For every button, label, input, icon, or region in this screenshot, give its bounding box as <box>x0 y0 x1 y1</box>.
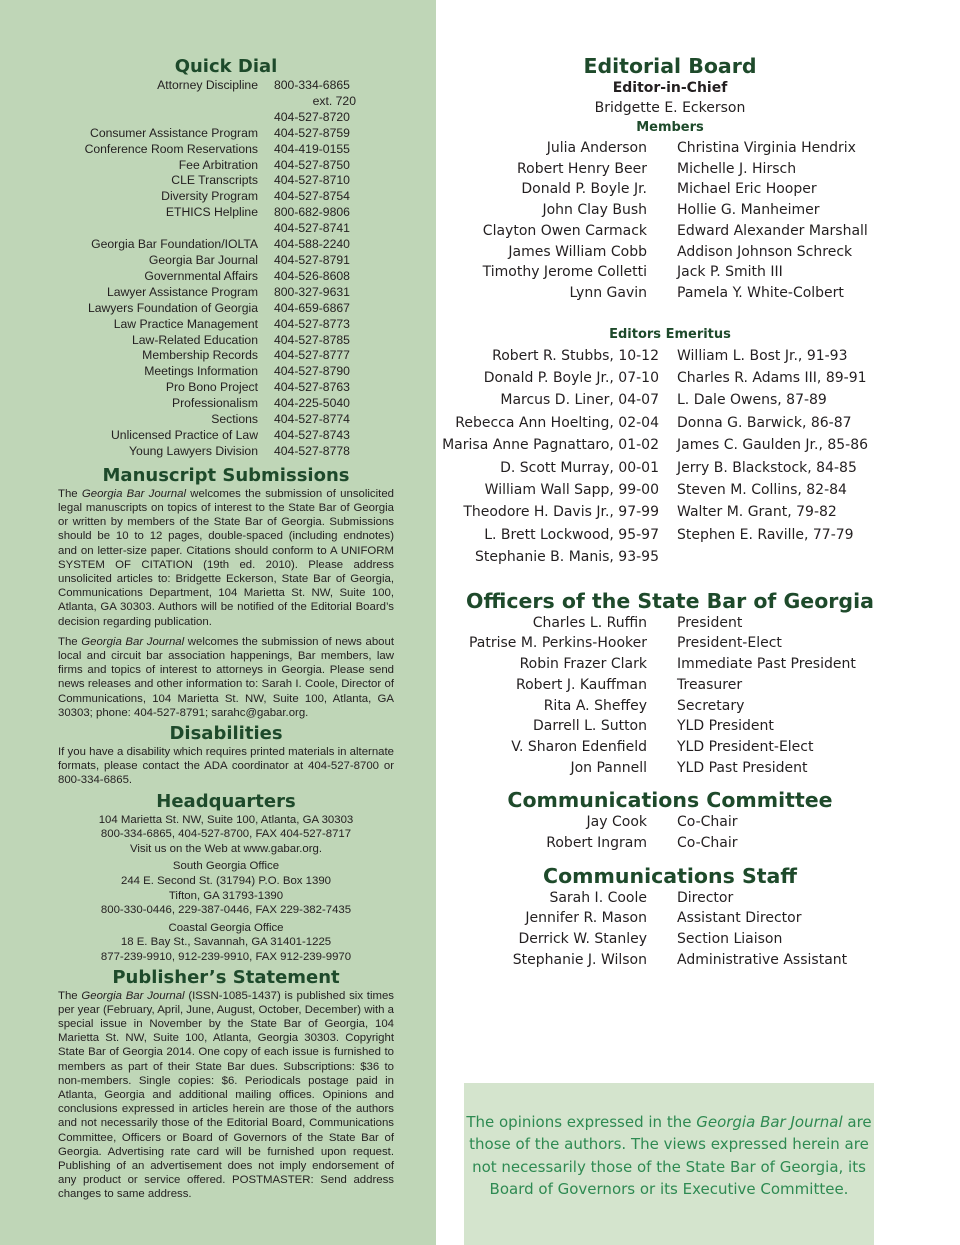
staff-row-right: Director <box>677 889 734 906</box>
quick-dial-name: Unlicensed Practice of Law <box>111 427 258 442</box>
officer-row-left: Darrell L. Sutton <box>532 718 647 735</box>
quick-dial-row <box>58 301 394 317</box>
quick-dial-name: Fee Arbitration <box>178 157 258 172</box>
member-row-right: Hollie G. Manheimer <box>677 202 820 219</box>
quick-dial-number: 800-334-6865 <box>274 78 350 92</box>
emeritus-row-left: Theodore H. Davis Jr., 97-99 <box>463 504 659 521</box>
quick-dial-number: 404-527-8777 <box>274 348 350 363</box>
quick-dial-row <box>58 237 394 253</box>
officer-row <box>436 716 904 737</box>
quick-dial-numbers <box>274 253 350 269</box>
member-row-left: Timothy Jerome Colletti <box>482 264 647 281</box>
quick-dial-name: Diversity Program <box>161 189 258 204</box>
quick-dial-name: Pro Bono Project <box>165 380 258 395</box>
publisher-title: Publisher’s Statement <box>112 966 340 988</box>
officer-row-right: YLD President-Elect <box>677 738 814 755</box>
member-row <box>436 159 904 180</box>
quick-dial-number: 404-527-8759 <box>274 125 350 140</box>
member-row <box>436 221 904 242</box>
quick-dial-number: 404-527-8741 <box>274 221 350 236</box>
quick-dial-name: Membership Records <box>142 348 258 363</box>
member-row-right: Addison Johnson Schreck <box>677 243 853 260</box>
officer-row-right: Immediate Past President <box>677 656 856 673</box>
quick-dial-number: 404-588-2240 <box>274 237 350 252</box>
officer-row <box>436 633 904 654</box>
staff-row-left: Derrick W. Stanley <box>518 931 647 948</box>
emeritus-row-left: Stephanie B. Manis, 93-95 <box>475 549 659 566</box>
member-row-right: Pamela Y. White-Colbert <box>677 284 844 301</box>
staff-row-right: Administrative Assistant <box>677 951 848 968</box>
emeritus-row-right: Walter M. Grant, 79-82 <box>677 504 837 521</box>
quick-dial-row <box>58 333 394 349</box>
quick-dial-name: Lawyer Assistance Program <box>106 284 258 299</box>
emeritus-row <box>436 367 904 389</box>
manuscript-paragraph-1: The Georgia Bar Journal welcomes the submission of unsolicited legal manuscripts on topics of interest to the State Bar of Georgia or written by members of the State Bar of Georgia. Submissions should be 10 to 12 pages, double-spaced (including endnotes) and on letter-size paper. Citations should conform to A UNIFORM SYSTEM OF CITATION (19th ed. 2010). Please address unsolicited articles to: Bridgette Eckerson, State Bar of Georgia, Communications Department, 104 Marietta St. NW, Suite 100, Atlanta, GA 30303. Authors will be notified of the Editorial Board’s decision regarding publication. <box>58 487 394 628</box>
quick-dial-numbers <box>274 189 350 205</box>
quick-dial-numbers <box>274 301 350 317</box>
disclaimer-text: The opinions expressed in the Georgia Bar Journal are those of the authors. The views expressed herein are not necessarily those of the State Bar of Georgia, its Board of Governors or its Executive Committee. <box>466 1113 872 1199</box>
committee-list <box>436 812 904 853</box>
member-row-right: Jack P. Smith III <box>677 264 783 281</box>
quick-dial-numbers <box>274 173 350 189</box>
hq-south-office: South Georgia Office 244 E. Second St. (31794) P.O. Box 1390 Tifton, GA 31793-1390 800-330-0446, 229-387-0446, FAX 229-382-7435 <box>100 860 352 917</box>
quick-dial-name: Lawyers Foundation of Georgia <box>87 300 258 315</box>
staff-row-right: Assistant Director <box>677 910 802 927</box>
quick-dial-numbers <box>274 205 350 237</box>
quick-dial-name: Sections <box>211 412 258 427</box>
quick-dial-number: 800-682-9806 <box>274 205 350 220</box>
member-row <box>436 179 904 200</box>
editors-emeritus-label: Editors Emeritus <box>609 326 731 342</box>
quick-dial-number: 404-527-8754 <box>274 189 350 204</box>
officer-row <box>436 654 904 675</box>
quick-dial-numbers <box>274 142 350 158</box>
editor-in-chief-name: Bridgette E. Eckerson <box>594 100 746 116</box>
officers-list <box>436 613 904 779</box>
headquarters-title: Headquarters <box>156 790 296 812</box>
officer-row <box>436 613 904 634</box>
disclaimer-box <box>464 1083 874 1245</box>
quick-dial-number: 404-527-8791 <box>274 252 350 267</box>
left-sidebar-panel <box>0 0 436 1245</box>
committee-row-left: Robert Ingram <box>546 835 647 852</box>
disabilities-text: If you have a disability which requires printed materials in alternate formats, please contact the ADA coordinator at 404-527-8700 or 800-334-6865. <box>58 746 394 787</box>
quick-dial-number: 404-527-8790 <box>274 364 350 379</box>
quick-dial-numbers <box>274 412 350 428</box>
member-row-left: John Clay Bush <box>542 202 647 219</box>
quick-dial-name: Meetings Information <box>144 364 258 379</box>
quick-dial-numbers <box>274 269 350 285</box>
staff-row <box>436 950 904 971</box>
officer-row-left: Patrise M. Perkins-Hooker <box>468 635 647 652</box>
quick-dial-row <box>58 269 394 285</box>
emeritus-row <box>436 412 904 434</box>
quick-dial-numbers <box>274 333 350 349</box>
quick-dial-numbers <box>274 444 350 460</box>
quick-dial-numbers <box>274 285 350 301</box>
staff-row-left: Jennifer R. Mason <box>525 910 647 927</box>
quick-dial-number: 404-527-8778 <box>274 443 350 458</box>
editorial-board-title: Editorial Board <box>583 54 757 78</box>
emeritus-row-right: William L. Bost Jr., 91-93 <box>677 347 848 364</box>
quick-dial-number: 404-419-0155 <box>274 141 350 156</box>
quick-dial-name: ETHICS Helpline <box>165 205 258 220</box>
quick-dial-row <box>58 285 394 301</box>
emeritus-row-left: Marisa Anne Pagnattaro, 01-02 <box>442 437 659 454</box>
quick-dial-numbers <box>274 78 356 126</box>
staff-list <box>436 888 904 971</box>
manuscript-paragraph-2: The Georgia Bar Journal welcomes the submission of news about local and circuit bar association happenings, Bar members, law firms and topics of interest to attorneys in Georgia. Please send news releases and other information to: Sarah I. Coole, Director of Communications, 104 Marietta St. NW, Suite 100, Atlanta, GA 30303; phone: 404-527-8791; sarahc@gabar.org. <box>58 635 394 719</box>
committee-row <box>436 833 904 854</box>
quick-dial-number: 404-527-8743 <box>274 427 350 442</box>
quick-dial-name: Georgia Bar Journal <box>148 252 258 267</box>
quick-dial-row <box>58 126 394 142</box>
committee-title: Communications Committee <box>507 788 833 813</box>
officer-row-right: Secretary <box>677 697 745 714</box>
quick-dial-row <box>58 158 394 174</box>
staff-title: Communications Staff <box>543 863 797 888</box>
emeritus-row-right: Jerry B. Blackstock, 84-85 <box>677 459 857 476</box>
emeritus-row <box>436 434 904 456</box>
editors-emeritus-list <box>436 345 904 569</box>
emeritus-row-left: William Wall Sapp, 99-00 <box>484 482 659 499</box>
quick-dial-row <box>58 189 394 205</box>
quick-dial-numbers <box>274 348 350 364</box>
member-row <box>436 262 904 283</box>
officer-row <box>436 696 904 717</box>
quick-dial-numbers <box>274 428 350 444</box>
quick-dial-row <box>58 380 394 396</box>
emeritus-row-right: James C. Gaulden Jr., 85-86 <box>677 437 869 454</box>
quick-dial-number: 404-527-8785 <box>274 332 350 347</box>
officer-row-right: Treasurer <box>677 676 743 693</box>
member-row-right: Christina Virginia Hendrix <box>677 140 856 156</box>
quick-dial-number: 404-526-8608 <box>274 268 350 283</box>
quick-dial-number: ext. 720 <box>312 93 356 108</box>
quick-dial-row <box>58 412 394 428</box>
officer-row-left: V. Sharon Edenfield <box>511 738 647 755</box>
quick-dial-row <box>58 78 394 126</box>
emeritus-row-left: Robert R. Stubbs, 10-12 <box>492 347 659 364</box>
staff-row <box>436 908 904 929</box>
quick-dial-number: 404-527-8710 <box>274 173 350 188</box>
staff-row <box>436 929 904 950</box>
officer-row-right: YLD President <box>677 718 774 735</box>
quick-dial-number: 404-225-5040 <box>274 396 350 411</box>
officer-row-left: Robin Frazer Clark <box>519 656 647 673</box>
editor-in-chief-label: Editor-in-Chief <box>612 80 728 96</box>
quick-dial-number: 800-327-9631 <box>274 284 350 299</box>
officer-row <box>436 675 904 696</box>
quick-dial-row <box>58 444 394 460</box>
emeritus-row <box>436 457 904 479</box>
quick-dial-row <box>58 173 394 189</box>
quick-dial-row <box>58 253 394 269</box>
publisher-statement: The Georgia Bar Journal (ISSN-1085-1437) is published six times per year (February, April, June, August, October, December) with a special issue in November by the State Bar of Georgia, 104 Marietta St. NW, Suite 100, Atlanta, Georgia 30303. Copyright State Bar of Georgia 2014. One copy of each issue is furnished to members as part of their State Bar dues. Subscriptions: $36 to non-members. Single copies: $6. Periodicals postage paid in Atlanta, Georgia and additional mailing offices. Opinions and conclusions expressed in articles herein are those of the authors and not necessarily those of the Editorial Board, Communications Committee, Officers or Board of Governors of the State Bar of Georgia. Advertising rate card will be furnished upon request. Publishing of an advertisement does not imply endorsement of any product or service offered. POSTMASTER: Send address changes to same address. <box>58 989 394 1201</box>
quick-dial-name: Governmental Affairs <box>144 268 258 283</box>
quick-dial-numbers <box>274 317 350 333</box>
quick-dial-row <box>58 364 394 380</box>
quick-dial-number: 404-527-8750 <box>274 157 350 172</box>
quick-dial-numbers <box>274 380 350 396</box>
quick-dial-number: 404-527-8720 <box>274 109 350 124</box>
quick-dial-numbers <box>274 158 350 174</box>
emeritus-row <box>436 389 904 411</box>
quick-dial-name: Law-Related Education <box>131 332 258 347</box>
quick-dial-title: Quick Dial <box>174 56 278 77</box>
committee-row-left: Jay Cook <box>586 814 647 831</box>
members-list <box>436 138 904 304</box>
emeritus-row-left: Rebecca Ann Hoelting, 02-04 <box>455 414 659 431</box>
member-row-left: Clayton Owen Carmack <box>482 222 647 239</box>
staff-row-left: Stephanie J. Wilson <box>512 951 647 968</box>
staff-row-right: Section Liaison <box>677 931 783 948</box>
disabilities-title: Disabilities <box>169 723 283 744</box>
quick-dial-name: Law Practice Management <box>113 316 258 331</box>
emeritus-row-right: L. Dale Owens, 87-89 <box>677 392 827 409</box>
emeritus-row-left: L. Brett Lockwood, 95-97 <box>484 526 659 543</box>
officer-row <box>436 758 904 779</box>
officer-row-right: YLD Past President <box>677 759 808 776</box>
quick-dial-number: 404-527-8773 <box>274 316 350 331</box>
committee-row <box>436 812 904 833</box>
member-row <box>436 200 904 221</box>
officer-row-left: Rita A. Sheffey <box>543 697 647 714</box>
officer-row-right: President-Elect <box>677 635 782 652</box>
quick-dial-number: 404-659-6867 <box>274 300 350 315</box>
emeritus-row <box>436 524 904 546</box>
emeritus-row <box>436 501 904 523</box>
member-row-left: James William Cobb <box>508 243 647 260</box>
emeritus-row-right: Donna G. Barwick, 86-87 <box>677 414 852 431</box>
emeritus-row-right: Stephen E. Raville, 77-79 <box>677 526 854 543</box>
emeritus-row-left: Donald P. Boyle Jr., 07-10 <box>483 370 659 387</box>
member-row-left: Lynn Gavin <box>569 284 647 301</box>
officer-row-left: Robert J. Kauffman <box>515 676 647 693</box>
emeritus-row <box>436 546 904 568</box>
member-row-right: Michelle J. Hirsch <box>677 160 797 177</box>
staff-row <box>436 888 904 909</box>
staff-row-left: Sarah I. Coole <box>549 889 647 906</box>
member-row-left: Julia Anderson <box>546 140 647 156</box>
emeritus-row-right: Charles R. Adams III, 89-91 <box>677 370 867 387</box>
emeritus-row <box>436 479 904 501</box>
quick-dial-number: 404-527-8763 <box>274 380 350 395</box>
quick-dial-name: Consumer Assistance Program <box>90 125 258 140</box>
quick-dial-name: CLE Transcripts <box>171 173 258 188</box>
quick-dial-list <box>58 78 394 460</box>
quick-dial-row <box>58 142 394 158</box>
emeritus-row-right: Steven M. Collins, 82-84 <box>677 482 847 499</box>
committee-row-right: Co-Chair <box>677 835 738 852</box>
quick-dial-numbers <box>274 237 350 253</box>
officers-title: Officers of the State Bar of Georgia <box>466 588 874 613</box>
committee-row-right: Co-Chair <box>677 814 738 831</box>
member-row-right: Michael Eric Hooper <box>677 181 817 198</box>
hq-coastal-office: Coastal Georgia Office 18 E. Bay St., Savannah, GA 31401-1225 877-239-9910, 912-239-9910, FAX 912-239-9970 <box>100 921 352 963</box>
officer-row-left: Jon Pannell <box>570 759 647 776</box>
quick-dial-name: Attorney Discipline <box>157 78 258 92</box>
hq-main-address: 104 Marietta St. NW, Suite 100, Atlanta, GA 30303 800-334-6865, 404-527-8700, FAX 404-527-8717 Visit us on the Web at www.gabar.org. <box>98 813 354 855</box>
quick-dial-name: Conference Room Reservations <box>84 141 258 156</box>
officer-row-left: Charles L. Ruffin <box>532 614 647 631</box>
quick-dial-row <box>58 317 394 333</box>
quick-dial-numbers <box>274 126 350 142</box>
member-row-left: Donald P. Boyle Jr. <box>521 181 647 198</box>
quick-dial-number: 404-527-8774 <box>274 412 350 427</box>
member-row <box>436 242 904 263</box>
emeritus-row <box>436 345 904 367</box>
quick-dial-name: Young Lawyers Division <box>129 443 258 458</box>
member-row-right: Edward Alexander Marshall <box>677 222 868 239</box>
quick-dial-numbers <box>274 396 350 412</box>
member-row-left: Robert Henry Beer <box>517 160 647 177</box>
quick-dial-row <box>58 428 394 444</box>
manuscript-title: Manuscript Submissions <box>102 464 350 486</box>
quick-dial-row <box>58 396 394 412</box>
emeritus-row-left: Marcus D. Liner, 04-07 <box>500 392 659 409</box>
member-row <box>436 138 904 159</box>
quick-dial-row <box>58 205 394 237</box>
members-label: Members <box>636 120 704 135</box>
quick-dial-name: Georgia Bar Foundation/IOLTA <box>91 237 258 252</box>
quick-dial-row <box>58 348 394 364</box>
right-column <box>436 0 960 1245</box>
member-row <box>436 283 904 304</box>
emeritus-row-left: D. Scott Murray, 00-01 <box>500 459 659 476</box>
quick-dial-name: Professionalism <box>171 396 258 411</box>
quick-dial-numbers <box>274 364 350 380</box>
officer-row <box>436 737 904 758</box>
officer-row-right: President <box>677 614 743 631</box>
